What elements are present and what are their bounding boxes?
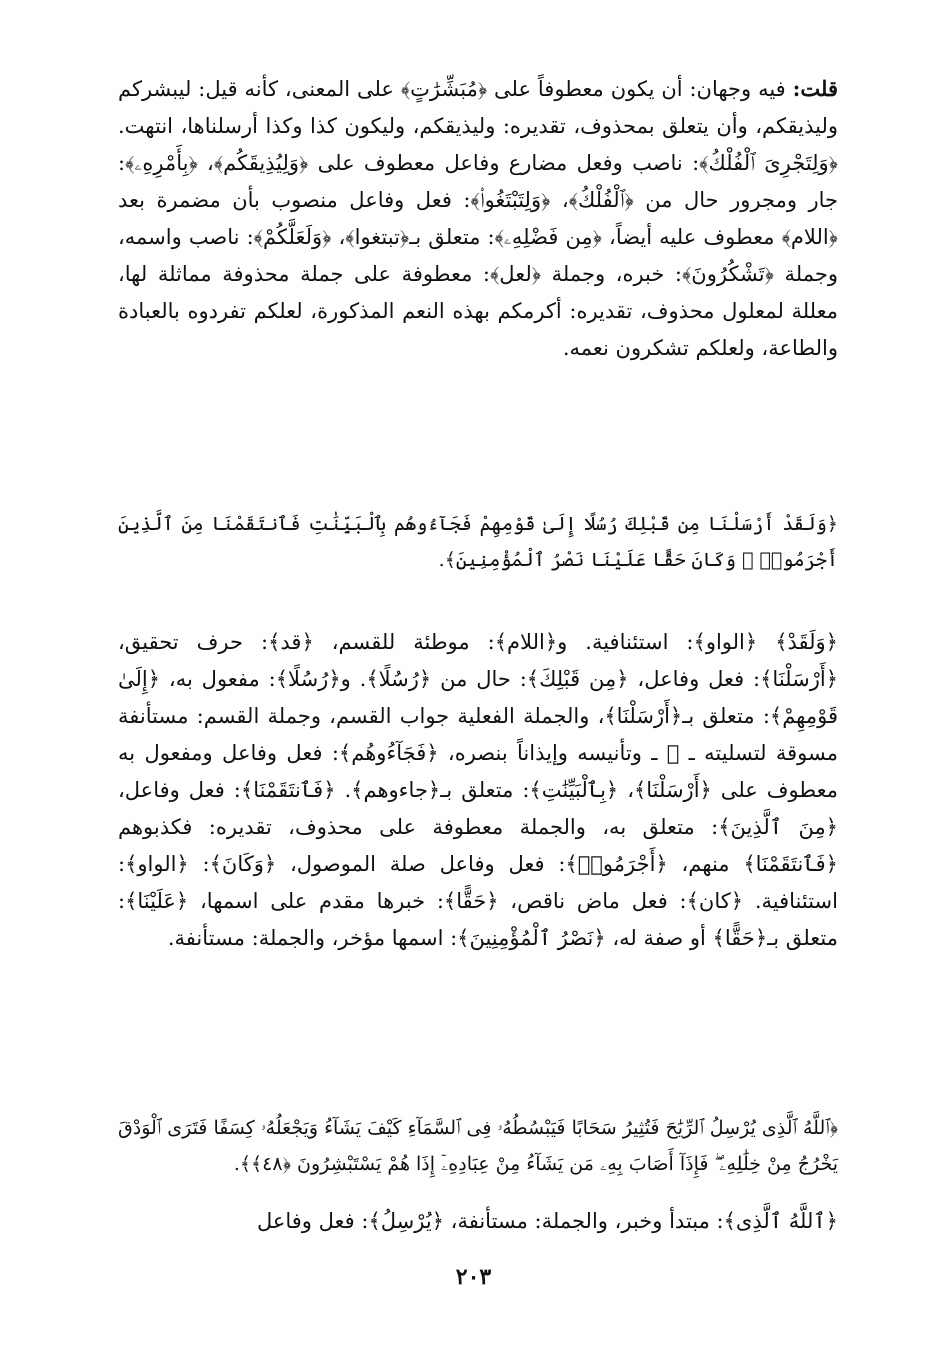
quran-verse-1 bbox=[118, 506, 838, 578]
paragraph-text: ﴿وَلَقَدْ﴾ ﴿الواو﴾: استئنافية. و﴿اللام﴾: موطئة للقسم، ﴿قد﴾: حرف تحقيق، ﴿أَرْسَلْنَا﴾: فعل وفاعل، ﴿مِن قَبْلِكَ﴾: حال من ﴿رُسُلًا﴾. و﴿رُسُلًا﴾: مفعول به، ﴿إِلَىٰ قَوْمِهِمْ﴾: متعلق بـ﴿أَرْسَلْنَا﴾، والجملة الفعلية جواب القسم، وجملة القسم: مستأنفة مسوقة لتسليته ـ ﷺ ـ وتأنيسه وإيذاناً بنصره، ﴿فَجَآءُوهُم﴾: فعل وفاعل ومفعول به معطوف على ﴿أَرْسَلْنَا﴾، ﴿بِٱلْبَيِّنَٰتِ﴾: متعلق بـ﴿جاءوهم﴾. ﴿فَٱنتَقَمْنَا﴾: فعل وفاعل، ﴿مِنَ ٱلَّذِينَ﴾: متعلق به، والجملة معطوفة على محذوف، تقديره: فكذبوهم ﴿فَٱنتَقَمْنَا﴾ منهم، ﴿أَجْرَمُوا۟﴾: فعل وفاعل صلة الموصول، ﴿وَكَانَ﴾: ﴿الواو﴾: استئنافية. ﴿كان﴾: فعل ماض ناقص، ﴿حَقًّا﴾: خبرها مقدم على اسمها، ﴿عَلَيْنَا﴾: متعلق بـ﴿حَقًّا﴾ أو صفة له، ﴿نَصْرُ ٱلْمُؤْمِنِينَ﴾: اسمها مؤخر، والجملة: مستأنفة. bbox=[118, 630, 838, 950]
paragraph-lead: قلت: bbox=[792, 76, 838, 101]
paragraph-text: فيه وجهان: أن يكون معطوفاً على ﴿مُبَشِّرَٰتٍ﴾ على المعنى، كأنه قيل: ليبشركم وليذيقكم، وأن يتعلق بمحذوف، تقديره: وليذيقكم، وليكون كذا وكذا أرسلناها، انتهت. ﴿وَلِتَجْرِىَ ٱلْفُلْكُ﴾: ناصب وفعل مضارع وفاعل معطوف على ﴿وَلِيُذِيقَكُم﴾، ﴿بِأَمْرِهِۦ﴾: جار ومجرور حال من ﴿ٱلْفُلْكُ﴾، ﴿وَلِتَبْتَغُوا۟﴾: فعل وفاعل منصوب بأن مضمرة بعد ﴿اللام﴾ معطوف عليه أيضاً، ﴿مِن فَضْلِهِۦ﴾: متعلق بـ﴿تبتغوا﴾، ﴿وَلَعَلَّكُمْ﴾: ناصب واسمه، وجملة ﴿تَشْكُرُونَ﴾: خبره، وجملة ﴿لعل﴾: معطوفة على جملة محذوفة مماثلة لها، معللة لمعلول محذوف، تقديره: أكرمكم بهذه النعم المذكورة، لعلكم تفردوه بالعبادة والطاعة، ولعلكم تشكرون نعمه. bbox=[118, 77, 838, 360]
verse-text: ﴿ٱللَّهُ ٱلَّذِى يُرْسِلُ ٱلرِّيَٰحَ فَتُثِيرُ سَحَابًا فَيَبْسُطُهُۥ فِى ٱلسَّمَآءِ كَيْفَ يَشَآءُ وَيَجْعَلُهُۥ كِسَفًا فَتَرَى ٱلْوَدْقَ يَخْرُجُ مِنْ خِلَٰلِهِۦ ۖ فَإِذَآ أَصَابَ بِهِۦ مَن يَشَآءُ مِنْ عِبَادِهِۦٓ إِذَا هُمْ يَسْتَبْشِرُونَ ﴿٤٨﴾﴾. bbox=[118, 1117, 838, 1175]
paragraph-commentary-2 bbox=[118, 624, 838, 957]
page-number: ٢٠٣ bbox=[455, 1264, 492, 1290]
paragraph-text: ﴿ٱللَّهُ ٱلَّذِى﴾: مبتدأ وخبر، والجملة: مستأنفة، ﴿يُرْسِلُ﴾: فعل وفاعل bbox=[256, 1209, 838, 1233]
quran-verse-2 bbox=[118, 1110, 838, 1182]
paragraph-commentary-3 bbox=[118, 1203, 838, 1240]
paragraph-commentary-1 bbox=[118, 70, 838, 367]
verse-text: ﴿وَلَقَدْ أَرْسَلْنَا مِن قَبْلِكَ رُسُلًا إِلَىٰ قَوْمِهِمْ فَجَآءُوهُم بِٱلْبَيِّنَٰتِ فَٱنتَقَمْنَا مِنَ ٱلَّذِينَ أَجْرَمُوا۟ ۖ وَكَانَ حَقًّا عَلَيْنَا نَصْرُ ٱلْمُؤْمِنِينَ﴾. bbox=[118, 513, 838, 571]
